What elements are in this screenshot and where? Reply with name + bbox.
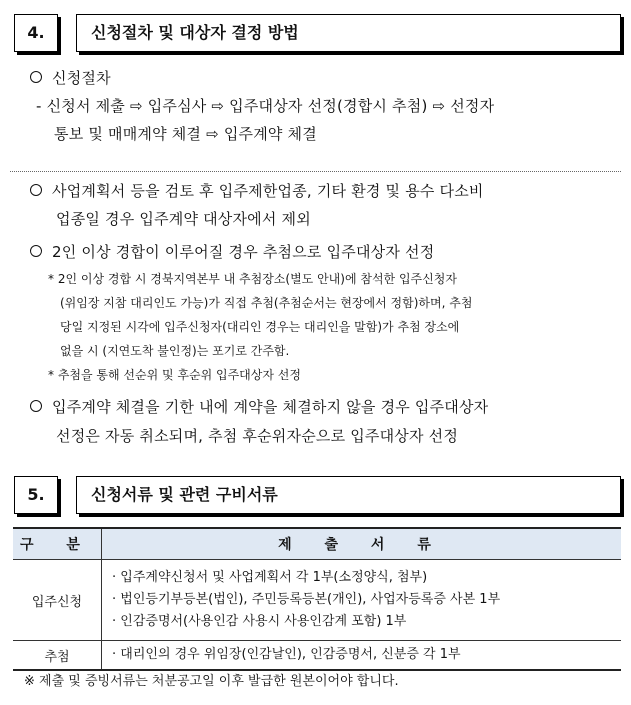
- note-1-line-2: (위임장 지참 대리인도 가능)가 직접 추첨(추첨순서는 현장에서 정함)하며, 추첨: [60, 296, 473, 310]
- circle-bullet-icon: [30, 184, 42, 196]
- procedure-line-2: 통보 및 매매계약 체결 ⇨ 입주계약 체결: [54, 125, 317, 143]
- bullet-3-line-1: 입주계약 체결을 기한 내에 계약을 체결하지 않을 경우 입주대상자: [30, 396, 488, 417]
- circle-bullet-icon: [30, 245, 42, 257]
- section-5-title: 신청서류 및 관련 구비서류: [76, 476, 621, 514]
- note-1-line-1: * 2인 이상 경합 시 경북지역본부 내 추첨장소(별도 안내)에 참석한 입주신청자: [48, 272, 457, 286]
- header-category: 구 분: [13, 528, 102, 560]
- note-1-line-4: 없을 시 (지연도착 불인정)는 포기로 간주함.: [60, 344, 290, 358]
- document-item: · 법인등기부등본(법인), 주민등록등본(개인), 사업자등록증 사본 1부: [112, 592, 501, 607]
- document-item: · 인감증명서(사용인감 사용시 사용인감계 포함) 1부: [112, 614, 407, 629]
- procedure-line-1: - 신청서 제출 ⇨ 입주심사 ⇨ 입주대상자 선정(경합시 추첨) ⇨ 선정자: [36, 97, 495, 115]
- document-item: · 입주계약신청서 및 사업계획서 각 1부(소정양식, 첨부): [112, 570, 428, 585]
- bullet-1-line-2: 업종일 경우 입주계약 대상자에서 제외: [56, 210, 311, 228]
- note-2: * 추첨을 통해 선순위 및 후순위 입주대상자 선정: [48, 368, 301, 382]
- row-documents-application: [102, 560, 622, 641]
- documents-table: [13, 527, 621, 671]
- bullet-2: 2인 이상 경합이 이루어질 경우 추첨으로 입주대상자 선정: [30, 241, 434, 262]
- note-1-line-3: 당일 지정된 시각에 입주신청자(대리인 경우는 대리인을 말함)가 추첨 장소에: [60, 320, 460, 334]
- document-item: · 대리인의 경우 위임장(인감날인), 인감증명서, 신분증 각 1부: [112, 647, 461, 662]
- bullet-1-line-1: 사업계획서 등을 검토 후 입주제한업종, 기타 환경 및 용수 다소비: [30, 180, 484, 201]
- bullet-3-line-2: 선정은 자동 취소되며, 추첨 후순위자순으로 입주대상자 선정: [56, 427, 459, 445]
- row-label-lottery: 추첨: [13, 641, 102, 671]
- section-4-number: 4.: [14, 14, 58, 52]
- dotted-divider: [10, 171, 621, 172]
- table-header-row: [13, 528, 621, 560]
- row-label-application: 입주신청: [13, 560, 102, 641]
- procedure-heading: 신청절차: [30, 67, 111, 88]
- header-documents: 제 출 서 류: [102, 528, 622, 560]
- section-5-number: 5.: [14, 476, 58, 514]
- circle-bullet-icon: [30, 400, 42, 412]
- table-row: [13, 641, 621, 671]
- row-documents-lottery: [102, 641, 622, 671]
- footnote: ※ 제출 및 증빙서류는 처분공고일 이후 발급한 원본이어야 합니다.: [24, 674, 399, 689]
- circle-bullet-icon: [30, 71, 42, 83]
- table-row: [13, 560, 621, 641]
- section-4-title: 신청절차 및 대상자 결정 방법: [76, 14, 621, 52]
